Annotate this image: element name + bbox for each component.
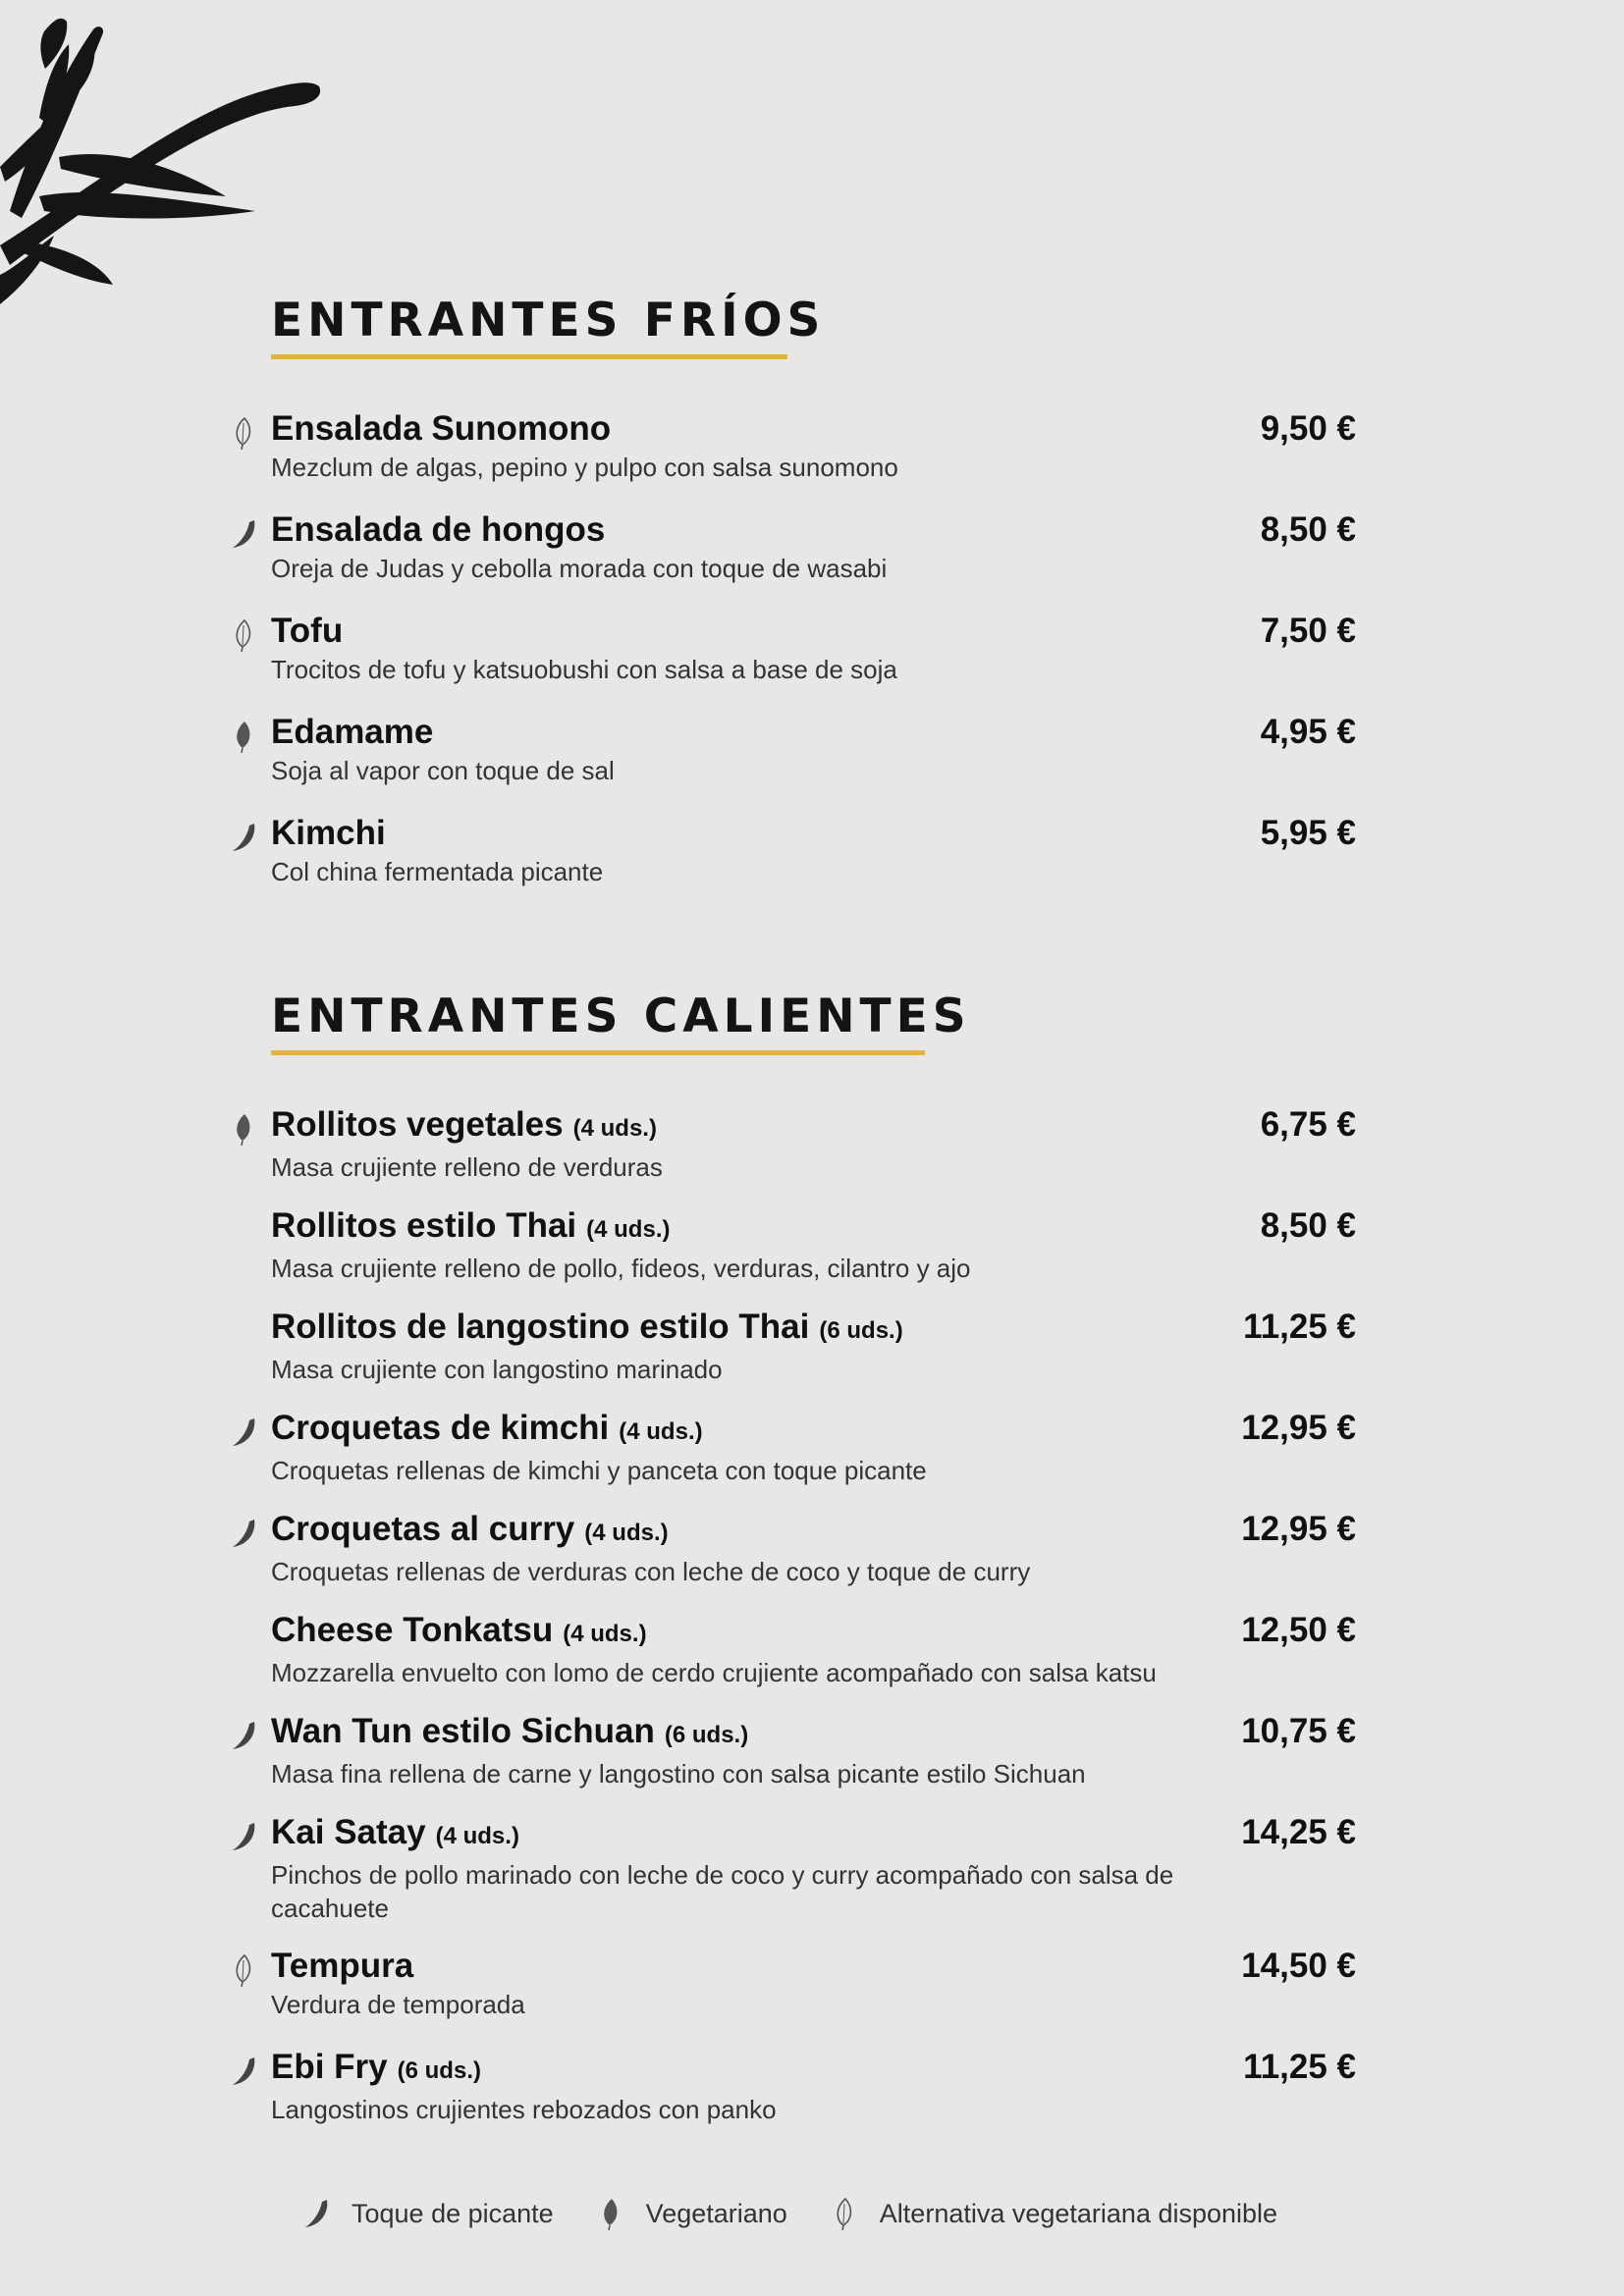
item-quantity: (6 uds.) [664, 1722, 749, 1748]
item-name [271, 1710, 1356, 1757]
item-description: Pinchos de pollo marinado con leche de coco y curry acompañado con salsa de cacahuete [271, 1860, 1174, 1923]
item-price: 12,50 € [1241, 1611, 1356, 1649]
title-underline [271, 1050, 925, 1055]
list-item [271, 1811, 1356, 1925]
item-price: 8,50 € [1260, 1206, 1356, 1245]
item-name-text: Rollitos de langostino estilo Thai [271, 1308, 810, 1346]
section-entrantes-frios [271, 294, 1356, 359]
leaf-outline-icon [230, 617, 259, 653]
chili-pepper-icon [230, 1516, 259, 1551]
item-price: 7,50 € [1260, 612, 1356, 650]
chili-pepper-icon [230, 820, 259, 855]
item-name: Ensalada Sunomono [271, 409, 612, 448]
legend-item-vegetarian [597, 2195, 787, 2232]
leaf-outline-icon [230, 415, 259, 451]
item-name-text: Rollitos estilo Thai [271, 1206, 577, 1245]
item-quantity: (4 uds.) [435, 1823, 519, 1849]
item-name-text: Ebi Fry [271, 2048, 388, 2086]
item-name [271, 1204, 1356, 1252]
list-item [271, 1710, 1356, 1790]
item-description: Masa crujiente con langostino marinado [271, 1355, 723, 1384]
list-item [271, 1306, 1356, 1386]
chili-pepper-icon [230, 1415, 259, 1450]
legend-label: Toque de picante [352, 2198, 554, 2228]
item-description: Masa crujiente relleno de verduras [271, 1152, 663, 1182]
item-price: 8,50 € [1260, 510, 1356, 549]
leaf-filled-icon [230, 719, 259, 754]
item-name: Edamame [271, 713, 434, 751]
leaf-filled-icon [230, 1111, 259, 1147]
list-item [271, 1103, 1356, 1184]
item-price: 4,95 € [1260, 713, 1356, 751]
item-quantity: (4 uds.) [563, 1621, 647, 1647]
item-quantity: (6 uds.) [397, 2057, 481, 2084]
item-name: Tofu [271, 612, 344, 650]
item-price: 6,75 € [1260, 1105, 1356, 1144]
item-name-text: Tempura [271, 1947, 414, 1985]
item-name [271, 1407, 1356, 1454]
item-description: Croquetas rellenas de verduras con leche de coco y toque de curry [271, 1557, 1031, 1586]
item-name-text: Rollitos vegetales [271, 1105, 564, 1144]
item-description: Croquetas rellenas de kimchi y panceta con toque picante [271, 1456, 927, 1485]
chili-pepper-icon [230, 1718, 259, 1753]
branch-decoration-icon [0, 0, 334, 324]
section-title: ENTRANTES CALIENTES [271, 989, 971, 1043]
chili-pepper-icon [230, 1819, 259, 1854]
item-price: 5,95 € [1260, 814, 1356, 852]
item-quantity: (4 uds.) [572, 1115, 657, 1142]
item-price: 14,25 € [1241, 1813, 1356, 1851]
item-name [271, 1609, 1356, 1656]
item-name: Kimchi [271, 814, 386, 852]
item-description: Masa fina rellena de carne y langostino con salsa picante estilo Sichuan [271, 1759, 1086, 1789]
legend-item-spicy [302, 2195, 554, 2232]
item-price: 11,25 € [1243, 1308, 1356, 1346]
item-name [271, 1945, 1356, 1988]
item-name: Ensalada de hongos [271, 510, 606, 549]
legend-label: Vegetariano [645, 2198, 787, 2228]
item-quantity: (4 uds.) [584, 1520, 669, 1546]
item-name-text: Croquetas al curry [271, 1510, 575, 1548]
item-quantity: (4 uds.) [619, 1418, 703, 1445]
item-price: 11,25 € [1243, 2048, 1356, 2086]
item-quantity: (6 uds.) [819, 1317, 903, 1344]
list-item [271, 508, 1356, 585]
section-entrantes-calientes [271, 989, 1356, 1055]
list-item [271, 812, 1356, 888]
section-items-calientes [271, 1103, 1356, 2134]
item-description: Mozzarella envuelto con lomo de cerdo crujiente acompañado con salsa katsu [271, 1658, 1157, 1687]
list-item [271, 2046, 1356, 2126]
item-description: Langostinos crujientes rebozados con panko [271, 2095, 777, 2124]
item-description: Oreja de Judas y cebolla morada con toque de wasabi [271, 554, 888, 583]
item-name-text: Kai Satay [271, 1813, 426, 1851]
item-price: 9,50 € [1260, 409, 1356, 448]
item-name [271, 2046, 1356, 2093]
section-items-frios [271, 407, 1356, 898]
list-item [271, 1407, 1356, 1487]
item-price: 10,75 € [1241, 1712, 1356, 1750]
item-price: 12,95 € [1241, 1510, 1356, 1548]
legend [302, 2195, 1321, 2232]
item-name-text: Cheese Tonkatsu [271, 1611, 554, 1649]
leaf-outline-icon [831, 2195, 860, 2232]
list-item [271, 1204, 1356, 1285]
item-name-text: Croquetas de kimchi [271, 1409, 610, 1447]
item-description: Mezclum de algas, pepino y pulpo con salsa sunomono [271, 453, 898, 482]
title-underline [271, 354, 787, 359]
list-item [271, 711, 1356, 787]
item-name [271, 1306, 1356, 1353]
leaf-outline-icon [230, 1952, 259, 1988]
item-description: Verdura de temporada [271, 1990, 525, 2019]
item-description: Trocitos de tofu y katsuobushi con salsa a base de soja [271, 655, 897, 684]
legend-label: Alternativa vegetariana disponible [879, 2198, 1278, 2228]
item-description: Soja al vapor con toque de sal [271, 756, 615, 785]
list-item [271, 1945, 1356, 2021]
chili-pepper-icon [302, 2195, 332, 2232]
item-name [271, 1508, 1356, 1555]
item-quantity: (4 uds.) [586, 1216, 671, 1243]
item-name-text: Wan Tun estilo Sichuan [271, 1712, 655, 1750]
chili-pepper-icon [230, 2054, 259, 2089]
item-price: 14,50 € [1241, 1947, 1356, 1985]
list-item [271, 610, 1356, 686]
item-name [271, 1103, 1356, 1150]
leaf-filled-icon [597, 2195, 626, 2232]
section-title: ENTRANTES FRÍOS [271, 294, 826, 347]
item-description: Masa crujiente relleno de pollo, fideos, verduras, cilantro y ajo [271, 1254, 971, 1283]
list-item [271, 1609, 1356, 1689]
list-item [271, 1508, 1356, 1588]
item-price: 12,95 € [1241, 1409, 1356, 1447]
item-description: Col china fermentada picante [271, 857, 604, 886]
list-item [271, 407, 1356, 484]
item-name [271, 1811, 1356, 1858]
chili-pepper-icon [230, 516, 259, 552]
legend-item-vegetarian-alternative [831, 2195, 1277, 2232]
